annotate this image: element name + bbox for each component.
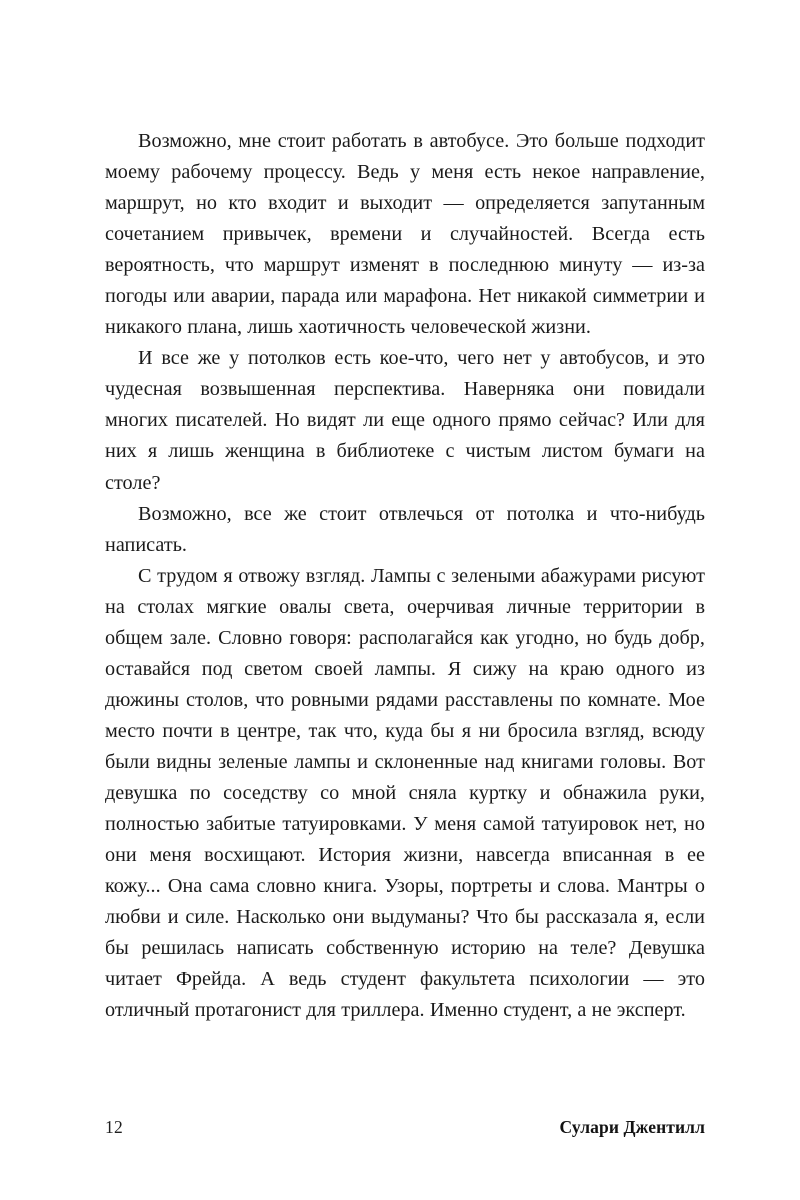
paragraph: Возможно, мне стоит работать в автобусе. Это больше подходит моему рабочему процессу. Ведь у меня есть некое направление, маршрут, но кто входит и выходит — определяется запутанным сочетанием привычек, времени и случайностей. Всегда есть вероятность, что маршрут изменят в последнюю минуту — из-за погоды или аварии, парада или марафона. Нет никакой симметрии и никакого плана, лишь хаотичность человеческой жизни.: [105, 130, 705, 339]
body-text-block: [105, 126, 705, 1026]
running-head-author: Сулари Джентилл: [559, 1117, 705, 1137]
page-footer: [105, 1119, 705, 1137]
paragraph: Возможно, все же стоит отвлечься от потолка и что-нибудь написать.: [105, 502, 705, 556]
page-number: 12: [105, 1117, 124, 1137]
paragraph: С трудом я отвожу взгляд. Лампы с зелеными абажурами рисуют на столах мягкие овалы света, очерчивая личные территории в общем зале. Словно говоря: располагайся как угодно, но будь добр, оставайся под светом своей лампы. Я сижу на краю одного из дюжины столов, что ровными рядами расставлены по комнате. Мое место почти в центре, так что, куда бы я ни бросила взгляд, всюду были видны зеленые лампы и склоненные над книгами головы. Вот девушка по соседству со мной сняла куртку и обнажила руки, полностью забитые татуировками. У меня самой татуировок нет, но они меня восхищают. История жизни, навсегда вписанная в ее кожу... Она сама словно книга. Узоры, портреты и слова. Мантры о любви и силе. Насколько они выдуманы? Что бы рассказала я, если бы решилась написать собственную историю на теле? Девушка читает Фрейда. А ведь студент факультета психологии — это отличный протагонист для триллера. Именно студент, а не эксперт.: [105, 564, 705, 1022]
paragraph: И все же у потолков есть кое-что, чего нет у автобусов, и это чудесная возвышенная перспектива. Наверняка они повидали многих писателей. Но видят ли еще одного прямо сейчас? Или для них я лишь женщина в библиотеке с чистым листом бумаги на столе?: [105, 347, 705, 494]
